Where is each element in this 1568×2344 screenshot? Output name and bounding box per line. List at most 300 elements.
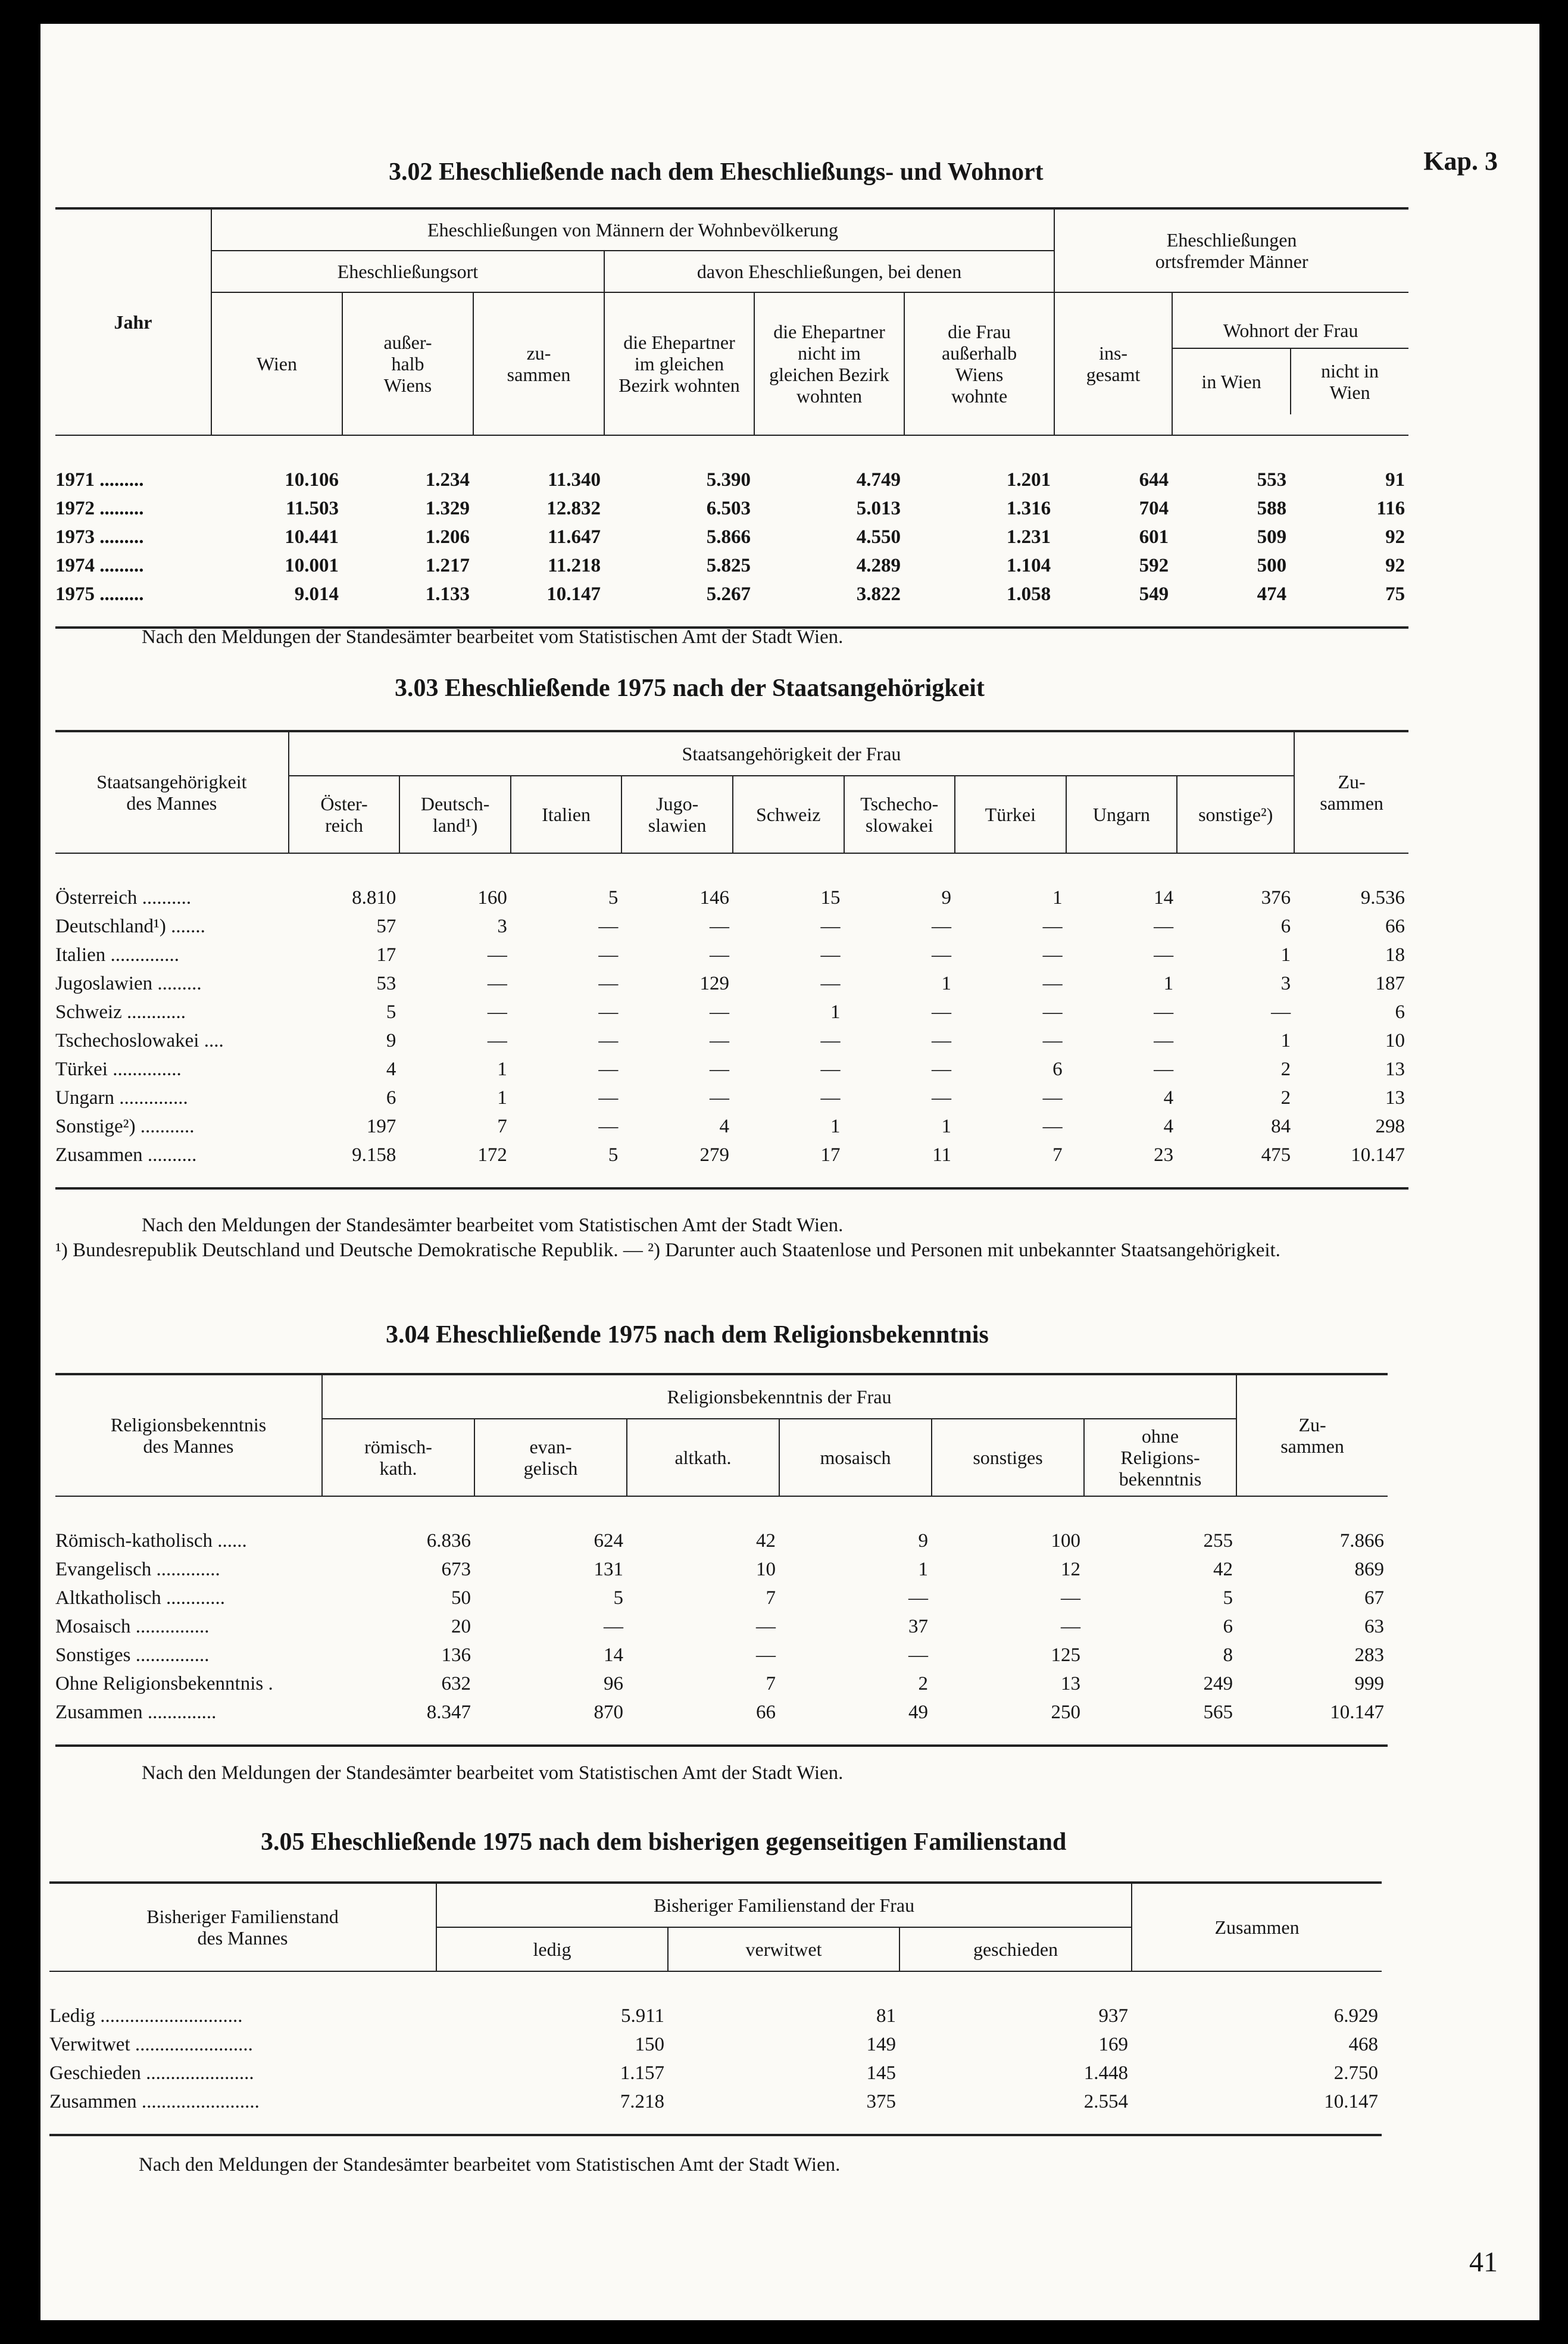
cell-value: 150 xyxy=(635,2033,664,2055)
cell-value: 172 xyxy=(477,1144,507,1166)
cell-value: 1.316 xyxy=(1006,497,1051,519)
cell-value: 5.267 xyxy=(706,583,751,605)
cell-value: — xyxy=(820,1058,841,1080)
cell-value: 3.822 xyxy=(856,583,901,605)
column-header: römisch- kath. xyxy=(322,1419,474,1496)
cell-value: — xyxy=(932,944,952,966)
cell-value: 125 xyxy=(1051,1644,1080,1666)
year-header: Jahr xyxy=(55,208,211,435)
cell-value: 592 xyxy=(1139,554,1169,576)
row-label: 1974 ......... xyxy=(55,554,144,576)
cell-value: 1 xyxy=(497,1058,507,1080)
table-303-title: 3.03 Eheschließende 1975 nach der Staatsangehörigkeit xyxy=(395,675,985,702)
cell-value: 5 xyxy=(386,1001,396,1023)
cell-value: 5 xyxy=(613,1587,623,1609)
table-304-body xyxy=(55,1496,1388,1746)
cell-value: — xyxy=(598,972,619,994)
cell-value: 6.929 xyxy=(1333,2005,1379,2027)
table-row xyxy=(55,998,1408,1026)
cell-value: 2 xyxy=(918,1672,928,1694)
cell-value: 1 xyxy=(830,1001,841,1023)
cell-value: 999 xyxy=(1354,1672,1385,1694)
cell-value: 4.289 xyxy=(856,554,901,576)
cell-value: 1 xyxy=(1280,944,1291,966)
cell-value: 197 xyxy=(366,1115,396,1137)
wien-header: Wien xyxy=(211,292,342,435)
cell-value: 42 xyxy=(756,1530,776,1552)
table-303 xyxy=(55,730,1408,1190)
row-label: Ledig ............................. xyxy=(49,2005,243,2027)
table-row xyxy=(55,435,1408,494)
cell-value: 9 xyxy=(918,1530,928,1552)
column-header: ledig xyxy=(436,1927,668,1971)
table-row xyxy=(55,1055,1408,1084)
cell-value: 2.554 xyxy=(1083,2090,1129,2112)
man-citizenship-header: Staatsangehörigkeit des Mannes xyxy=(55,731,289,853)
place-header: Eheschließungsort xyxy=(211,251,604,292)
column-header: altkath. xyxy=(627,1419,779,1496)
cell-value: 23 xyxy=(1154,1144,1174,1166)
cell-value: 1.329 xyxy=(425,497,470,519)
cell-value: 6.836 xyxy=(426,1530,471,1552)
cell-value: 92 xyxy=(1385,526,1405,548)
table-row xyxy=(49,2059,1382,2087)
column-header: mosaisch xyxy=(779,1419,932,1496)
page-number: 41 xyxy=(1469,2246,1498,2278)
row-label: Österreich .......... xyxy=(55,887,192,909)
cell-value: 131 xyxy=(594,1558,623,1580)
cell-value: 11 xyxy=(932,1144,952,1166)
cell-value: 42 xyxy=(1213,1558,1233,1580)
cell-value: 7 xyxy=(497,1115,507,1137)
cell-value: 588 xyxy=(1257,497,1287,519)
cell-value: — xyxy=(1154,1029,1174,1051)
row-label: Zusammen .......... xyxy=(55,1144,197,1166)
row-label: Ungarn .............. xyxy=(55,1087,188,1109)
cell-value: 283 xyxy=(1354,1644,1385,1666)
cell-value: 100 xyxy=(1051,1530,1080,1552)
column-header: Schweiz xyxy=(733,776,844,853)
cell-value: 1 xyxy=(1163,972,1174,994)
cell-value: — xyxy=(756,1615,776,1637)
in-vienna-header: in Wien xyxy=(1173,349,1291,414)
cell-value: — xyxy=(487,1001,507,1023)
cell-value: 11.647 xyxy=(548,526,601,548)
cell-value: 9.158 xyxy=(352,1144,396,1166)
cell-value: 10.147 xyxy=(546,583,601,605)
cell-value: 129 xyxy=(699,972,729,994)
row-label: Schweiz ............ xyxy=(55,1001,186,1023)
cell-value: 7.218 xyxy=(620,2090,664,2112)
table-303-body xyxy=(55,853,1408,1188)
cell-value: 1.206 xyxy=(425,526,470,548)
table-303-footnote: ¹) Bundesrepublik Deutschland und Deutsche Demokratische Republik. — ²) Darunter auch Staatenlose und Personen mit unbekannter Staatsangehörigkeit. xyxy=(55,1240,1280,1261)
cell-value: 1 xyxy=(1280,1029,1291,1051)
table-row xyxy=(49,2087,1382,2135)
cell-value: — xyxy=(598,1087,619,1109)
row-label: Evangelisch ............. xyxy=(55,1558,220,1580)
row-label: 1975 ......... xyxy=(55,583,144,605)
cell-value: 475 xyxy=(1261,1144,1291,1166)
table-304-note: Nach den Meldungen der Standesämter bearbeitet vom Statistischen Amt der Stadt Wien. xyxy=(142,1762,844,1784)
cell-value: 37 xyxy=(908,1615,928,1637)
cell-value: 91 xyxy=(1385,469,1405,491)
table-row xyxy=(55,523,1408,551)
cell-value: — xyxy=(709,915,729,937)
man-religion-header: Religionsbekenntnis des Mannes xyxy=(55,1374,322,1496)
total-header: Zusammen xyxy=(1132,1883,1382,1971)
cell-value: — xyxy=(1042,944,1063,966)
cell-value: 17 xyxy=(820,1144,841,1166)
cell-value: 10.106 xyxy=(285,469,339,491)
table-302-note: Nach den Meldungen der Standesämter bearbeitet vom Statistischen Amt der Stadt Wien. xyxy=(142,626,844,648)
cell-value: — xyxy=(1042,1087,1063,1109)
cell-value: 50 xyxy=(451,1587,471,1609)
cell-value: — xyxy=(1154,915,1174,937)
cell-value: 565 xyxy=(1203,1701,1233,1723)
cell-value: 1.104 xyxy=(1006,554,1051,576)
cell-value: 66 xyxy=(756,1701,776,1723)
table-row xyxy=(49,1971,1382,2030)
cell-value: 5.013 xyxy=(856,497,901,519)
cell-value: 1 xyxy=(830,1115,841,1137)
cell-value: 1.133 xyxy=(425,583,470,605)
column-header: sonstiges xyxy=(932,1419,1084,1496)
row-label: Ohne Religionsbekenntnis . xyxy=(55,1672,273,1694)
cell-value: 632 xyxy=(441,1672,471,1694)
cell-value: 14 xyxy=(604,1644,623,1666)
column-header: geschieden xyxy=(899,1927,1132,1971)
row-label: Türkei .............. xyxy=(55,1058,182,1080)
cell-value: 6 xyxy=(386,1087,396,1109)
table-row xyxy=(55,969,1408,998)
cell-value: 249 xyxy=(1203,1672,1233,1694)
cell-value: 4 xyxy=(386,1058,396,1080)
cell-value: — xyxy=(487,944,507,966)
row-label: Zusammen ........................ xyxy=(49,2090,260,2112)
cell-value: 298 xyxy=(1375,1115,1405,1137)
cell-value: 81 xyxy=(876,2005,896,2027)
cell-value: 6 xyxy=(1052,1058,1063,1080)
cell-value: 1.231 xyxy=(1006,526,1051,548)
different-district-header: die Ehepartner nicht im gleichen Bezirk wohnten xyxy=(754,292,904,435)
row-label: Sonstiges ............... xyxy=(55,1644,210,1666)
total-header: ins- gesamt xyxy=(1054,292,1172,435)
cell-value: 4 xyxy=(1163,1115,1174,1137)
cell-value: 8.810 xyxy=(352,887,396,909)
cell-value: 1.201 xyxy=(1006,469,1051,491)
table-302 xyxy=(55,207,1408,629)
row-label: Sonstige²) ........... xyxy=(55,1115,195,1137)
cell-value: 279 xyxy=(699,1144,729,1166)
wife-citizenship-header: Staatsangehörigkeit der Frau xyxy=(289,731,1294,776)
cell-value: — xyxy=(1042,1001,1063,1023)
cell-value: — xyxy=(598,1001,619,1023)
cell-value: 10 xyxy=(1385,1029,1405,1051)
cell-value: 869 xyxy=(1354,1558,1385,1580)
cell-value: 2 xyxy=(1280,1058,1291,1080)
cell-value: 1 xyxy=(941,972,952,994)
row-label: Römisch-katholisch ...... xyxy=(55,1530,247,1552)
outside-header: außer- halb Wiens xyxy=(342,292,473,435)
cell-value: 6 xyxy=(1280,915,1291,937)
cell-value: 187 xyxy=(1375,972,1405,994)
table-row xyxy=(55,1698,1388,1746)
table-303-note: Nach den Meldungen der Standesämter bearbeitet vom Statistischen Amt der Stadt Wien. xyxy=(142,1215,844,1236)
table-row xyxy=(55,551,1408,580)
cell-value: 10.147 xyxy=(1324,2090,1379,2112)
column-header: verwitwet xyxy=(668,1927,899,1971)
cell-value: — xyxy=(1271,1001,1291,1023)
cell-value: — xyxy=(820,1029,841,1051)
table-row xyxy=(55,1641,1388,1669)
column-header: Italien xyxy=(511,776,622,853)
column-header: evan- gelisch xyxy=(474,1419,627,1496)
table-row xyxy=(55,1112,1408,1141)
cell-value: — xyxy=(709,1001,729,1023)
table-row xyxy=(55,1141,1408,1188)
table-305 xyxy=(49,1881,1382,2136)
cell-value: 1.058 xyxy=(1006,583,1051,605)
cell-value: 10.147 xyxy=(1330,1701,1385,1723)
cell-value: 8 xyxy=(1223,1644,1233,1666)
cell-value: — xyxy=(1042,1029,1063,1051)
cell-value: 7.866 xyxy=(1339,1530,1385,1552)
cell-value: 7 xyxy=(766,1587,776,1609)
cell-value: 5.866 xyxy=(706,526,751,548)
wife-residence-label: Wohnort der Frau xyxy=(1173,313,1408,349)
table-row xyxy=(55,1669,1388,1698)
cell-value: 1.448 xyxy=(1083,2062,1129,2084)
cell-value: — xyxy=(820,972,841,994)
cell-value: 7 xyxy=(766,1672,776,1694)
cell-value: 10.147 xyxy=(1351,1144,1405,1166)
cell-value: 468 xyxy=(1348,2033,1379,2055)
cell-value: 549 xyxy=(1139,583,1169,605)
column-header: Türkei xyxy=(955,776,1066,853)
cell-value: — xyxy=(1061,1615,1080,1637)
cell-value: 10.441 xyxy=(285,526,339,548)
cell-value: 1 xyxy=(497,1087,507,1109)
cell-value: 644 xyxy=(1139,469,1169,491)
cell-value: 4 xyxy=(719,1115,729,1137)
cell-value: 15 xyxy=(820,887,841,909)
cell-value: 6 xyxy=(1395,1001,1405,1023)
cell-value: 6 xyxy=(1223,1615,1233,1637)
cell-value: — xyxy=(1042,972,1063,994)
column-header: Deutsch- land¹) xyxy=(399,776,511,853)
cell-value: 84 xyxy=(1271,1115,1291,1137)
cell-value: — xyxy=(932,1058,952,1080)
cell-value: — xyxy=(1061,1587,1080,1609)
cell-value: 5 xyxy=(608,1144,619,1166)
row-label: Jugoslawien ......... xyxy=(55,972,202,994)
cell-value: 509 xyxy=(1257,526,1287,548)
wife-residence-header xyxy=(1172,292,1408,435)
row-label: Mosaisch ............... xyxy=(55,1615,210,1637)
cell-value: 67 xyxy=(1364,1587,1385,1609)
column-header: Jugo- slawien xyxy=(621,776,733,853)
cell-value: 624 xyxy=(594,1530,623,1552)
cell-value: 500 xyxy=(1257,554,1287,576)
cell-value: 6.503 xyxy=(706,497,751,519)
cell-value: 4 xyxy=(1163,1087,1174,1109)
column-header: Öster- reich xyxy=(289,776,400,853)
table-row xyxy=(55,853,1408,912)
cell-value: 63 xyxy=(1364,1615,1385,1637)
column-header: Ungarn xyxy=(1066,776,1177,853)
cell-value: 11.503 xyxy=(286,497,339,519)
cell-value: 250 xyxy=(1051,1701,1080,1723)
cell-value: 704 xyxy=(1139,497,1169,519)
row-label: Geschieden ...................... xyxy=(49,2062,254,2084)
cell-value: — xyxy=(598,944,619,966)
cell-value: 13 xyxy=(1385,1087,1405,1109)
cell-value: 7 xyxy=(1052,1144,1063,1166)
row-label: 1972 ......... xyxy=(55,497,144,519)
cell-value: 3 xyxy=(1280,972,1291,994)
cell-value: 146 xyxy=(699,887,729,909)
cell-value: 9.014 xyxy=(294,583,339,605)
cell-value: 673 xyxy=(441,1558,471,1580)
cell-value: 11.340 xyxy=(548,469,601,491)
cell-value: 20 xyxy=(451,1615,471,1637)
column-header: Tschecho- slowakei xyxy=(844,776,955,853)
cell-value: 3 xyxy=(497,915,507,937)
cell-value: — xyxy=(598,1029,619,1051)
cell-value: 553 xyxy=(1257,469,1287,491)
cell-value: 1 xyxy=(1052,887,1063,909)
cell-value: 116 xyxy=(1376,497,1405,519)
cell-value: — xyxy=(487,972,507,994)
cell-value: 255 xyxy=(1203,1530,1233,1552)
cell-value: 870 xyxy=(594,1701,623,1723)
table-row xyxy=(55,494,1408,523)
cell-value: — xyxy=(709,1029,729,1051)
cell-value: 8.347 xyxy=(426,1701,471,1723)
cell-value: 937 xyxy=(1098,2005,1129,2027)
chapter-label: Kap. 3 xyxy=(1423,146,1498,176)
cell-value: 75 xyxy=(1385,583,1405,605)
cell-value: — xyxy=(820,944,841,966)
cell-value: 9.536 xyxy=(1360,887,1405,909)
cell-value: — xyxy=(1154,944,1174,966)
cell-value: — xyxy=(932,1087,952,1109)
row-label: Altkatholisch ............ xyxy=(55,1587,226,1609)
cell-value: 1.234 xyxy=(425,469,470,491)
cell-value: 1 xyxy=(941,1115,952,1137)
cell-value: 9 xyxy=(386,1029,396,1051)
cell-value: 169 xyxy=(1098,2033,1129,2055)
nonresident-group-header: Eheschließungen ortsfremder Männer xyxy=(1054,208,1408,292)
column-header: ohne Religions- bekenntnis xyxy=(1084,1419,1236,1496)
table-row xyxy=(49,2030,1382,2059)
cell-value: 53 xyxy=(376,972,396,994)
cell-value: 474 xyxy=(1257,583,1287,605)
cell-value: — xyxy=(908,1644,928,1666)
table-row xyxy=(55,580,1408,628)
cell-value: 57 xyxy=(376,915,396,937)
same-district-header: die Ehepartner im gleichen Bezirk wohnten xyxy=(604,292,754,435)
cell-value: — xyxy=(1042,915,1063,937)
cell-value: 17 xyxy=(376,944,396,966)
wife-status-header: Bisheriger Familienstand der Frau xyxy=(436,1883,1132,1927)
row-label: Tschechoslowakei .... xyxy=(55,1029,224,1051)
row-label: Italien .............. xyxy=(55,944,180,966)
sum-header: zu- sammen xyxy=(473,292,604,435)
table-row xyxy=(55,1584,1388,1612)
cell-value: 1.217 xyxy=(425,554,470,576)
cell-value: — xyxy=(598,915,619,937)
cell-value: 12.832 xyxy=(546,497,601,519)
total-header: Zu- sammen xyxy=(1236,1374,1388,1496)
cell-value: 5 xyxy=(608,887,619,909)
cell-value: 376 xyxy=(1261,887,1291,909)
cell-value: 13 xyxy=(1061,1672,1080,1694)
cell-value: 1.157 xyxy=(620,2062,664,2084)
cell-value: 66 xyxy=(1385,915,1405,937)
cell-value: 4.749 xyxy=(856,469,901,491)
cell-value: 5.390 xyxy=(706,469,751,491)
cell-value: — xyxy=(1154,1058,1174,1080)
row-label: 1971 ......... xyxy=(55,469,144,491)
cell-value: 5.911 xyxy=(620,2005,664,2027)
cell-value: — xyxy=(820,1087,841,1109)
table-row xyxy=(55,1555,1388,1584)
cell-value: 13 xyxy=(1385,1058,1405,1080)
cell-value: 9 xyxy=(941,887,952,909)
cell-value: 145 xyxy=(866,2062,896,2084)
cell-value: 12 xyxy=(1061,1558,1080,1580)
cell-value: 14 xyxy=(1154,887,1174,909)
cell-value: 160 xyxy=(477,887,507,909)
row-label: Zusammen .............. xyxy=(55,1701,217,1723)
table-304 xyxy=(55,1373,1388,1747)
table-row xyxy=(55,1026,1408,1055)
total-header: Zu- sammen xyxy=(1294,731,1408,853)
cell-value: 601 xyxy=(1139,526,1169,548)
cell-value: — xyxy=(932,915,952,937)
table-row xyxy=(55,1612,1388,1641)
cell-value: — xyxy=(709,944,729,966)
row-label: 1973 ......... xyxy=(55,526,144,548)
cell-value: 136 xyxy=(441,1644,471,1666)
cell-value: 5 xyxy=(1223,1587,1233,1609)
cell-value: — xyxy=(932,1029,952,1051)
cell-value: 1 xyxy=(918,1558,928,1580)
cell-value: — xyxy=(709,1058,729,1080)
table-row xyxy=(55,1496,1388,1555)
cell-value: — xyxy=(908,1587,928,1609)
cell-value: — xyxy=(598,1058,619,1080)
cell-value: 92 xyxy=(1385,554,1405,576)
cell-value: — xyxy=(820,915,841,937)
cell-value: — xyxy=(932,1001,952,1023)
davon-header: davon Eheschließungen, bei denen xyxy=(604,251,1054,292)
table-302-body xyxy=(55,435,1408,628)
cell-value: 10.001 xyxy=(285,554,339,576)
cell-value: 5.825 xyxy=(706,554,751,576)
row-label: Verwitwet ........................ xyxy=(49,2033,253,2055)
wife-religion-header: Religionsbekenntnis der Frau xyxy=(322,1374,1236,1419)
document-page xyxy=(40,24,1539,2320)
cell-value: 11.218 xyxy=(548,554,601,576)
cell-value: — xyxy=(598,1115,619,1137)
cell-value: — xyxy=(709,1087,729,1109)
cell-value: — xyxy=(1154,1001,1174,1023)
residents-group-header: Eheschließungen von Männern der Wohnbevölkerung xyxy=(211,208,1054,251)
cell-value: 375 xyxy=(866,2090,896,2112)
